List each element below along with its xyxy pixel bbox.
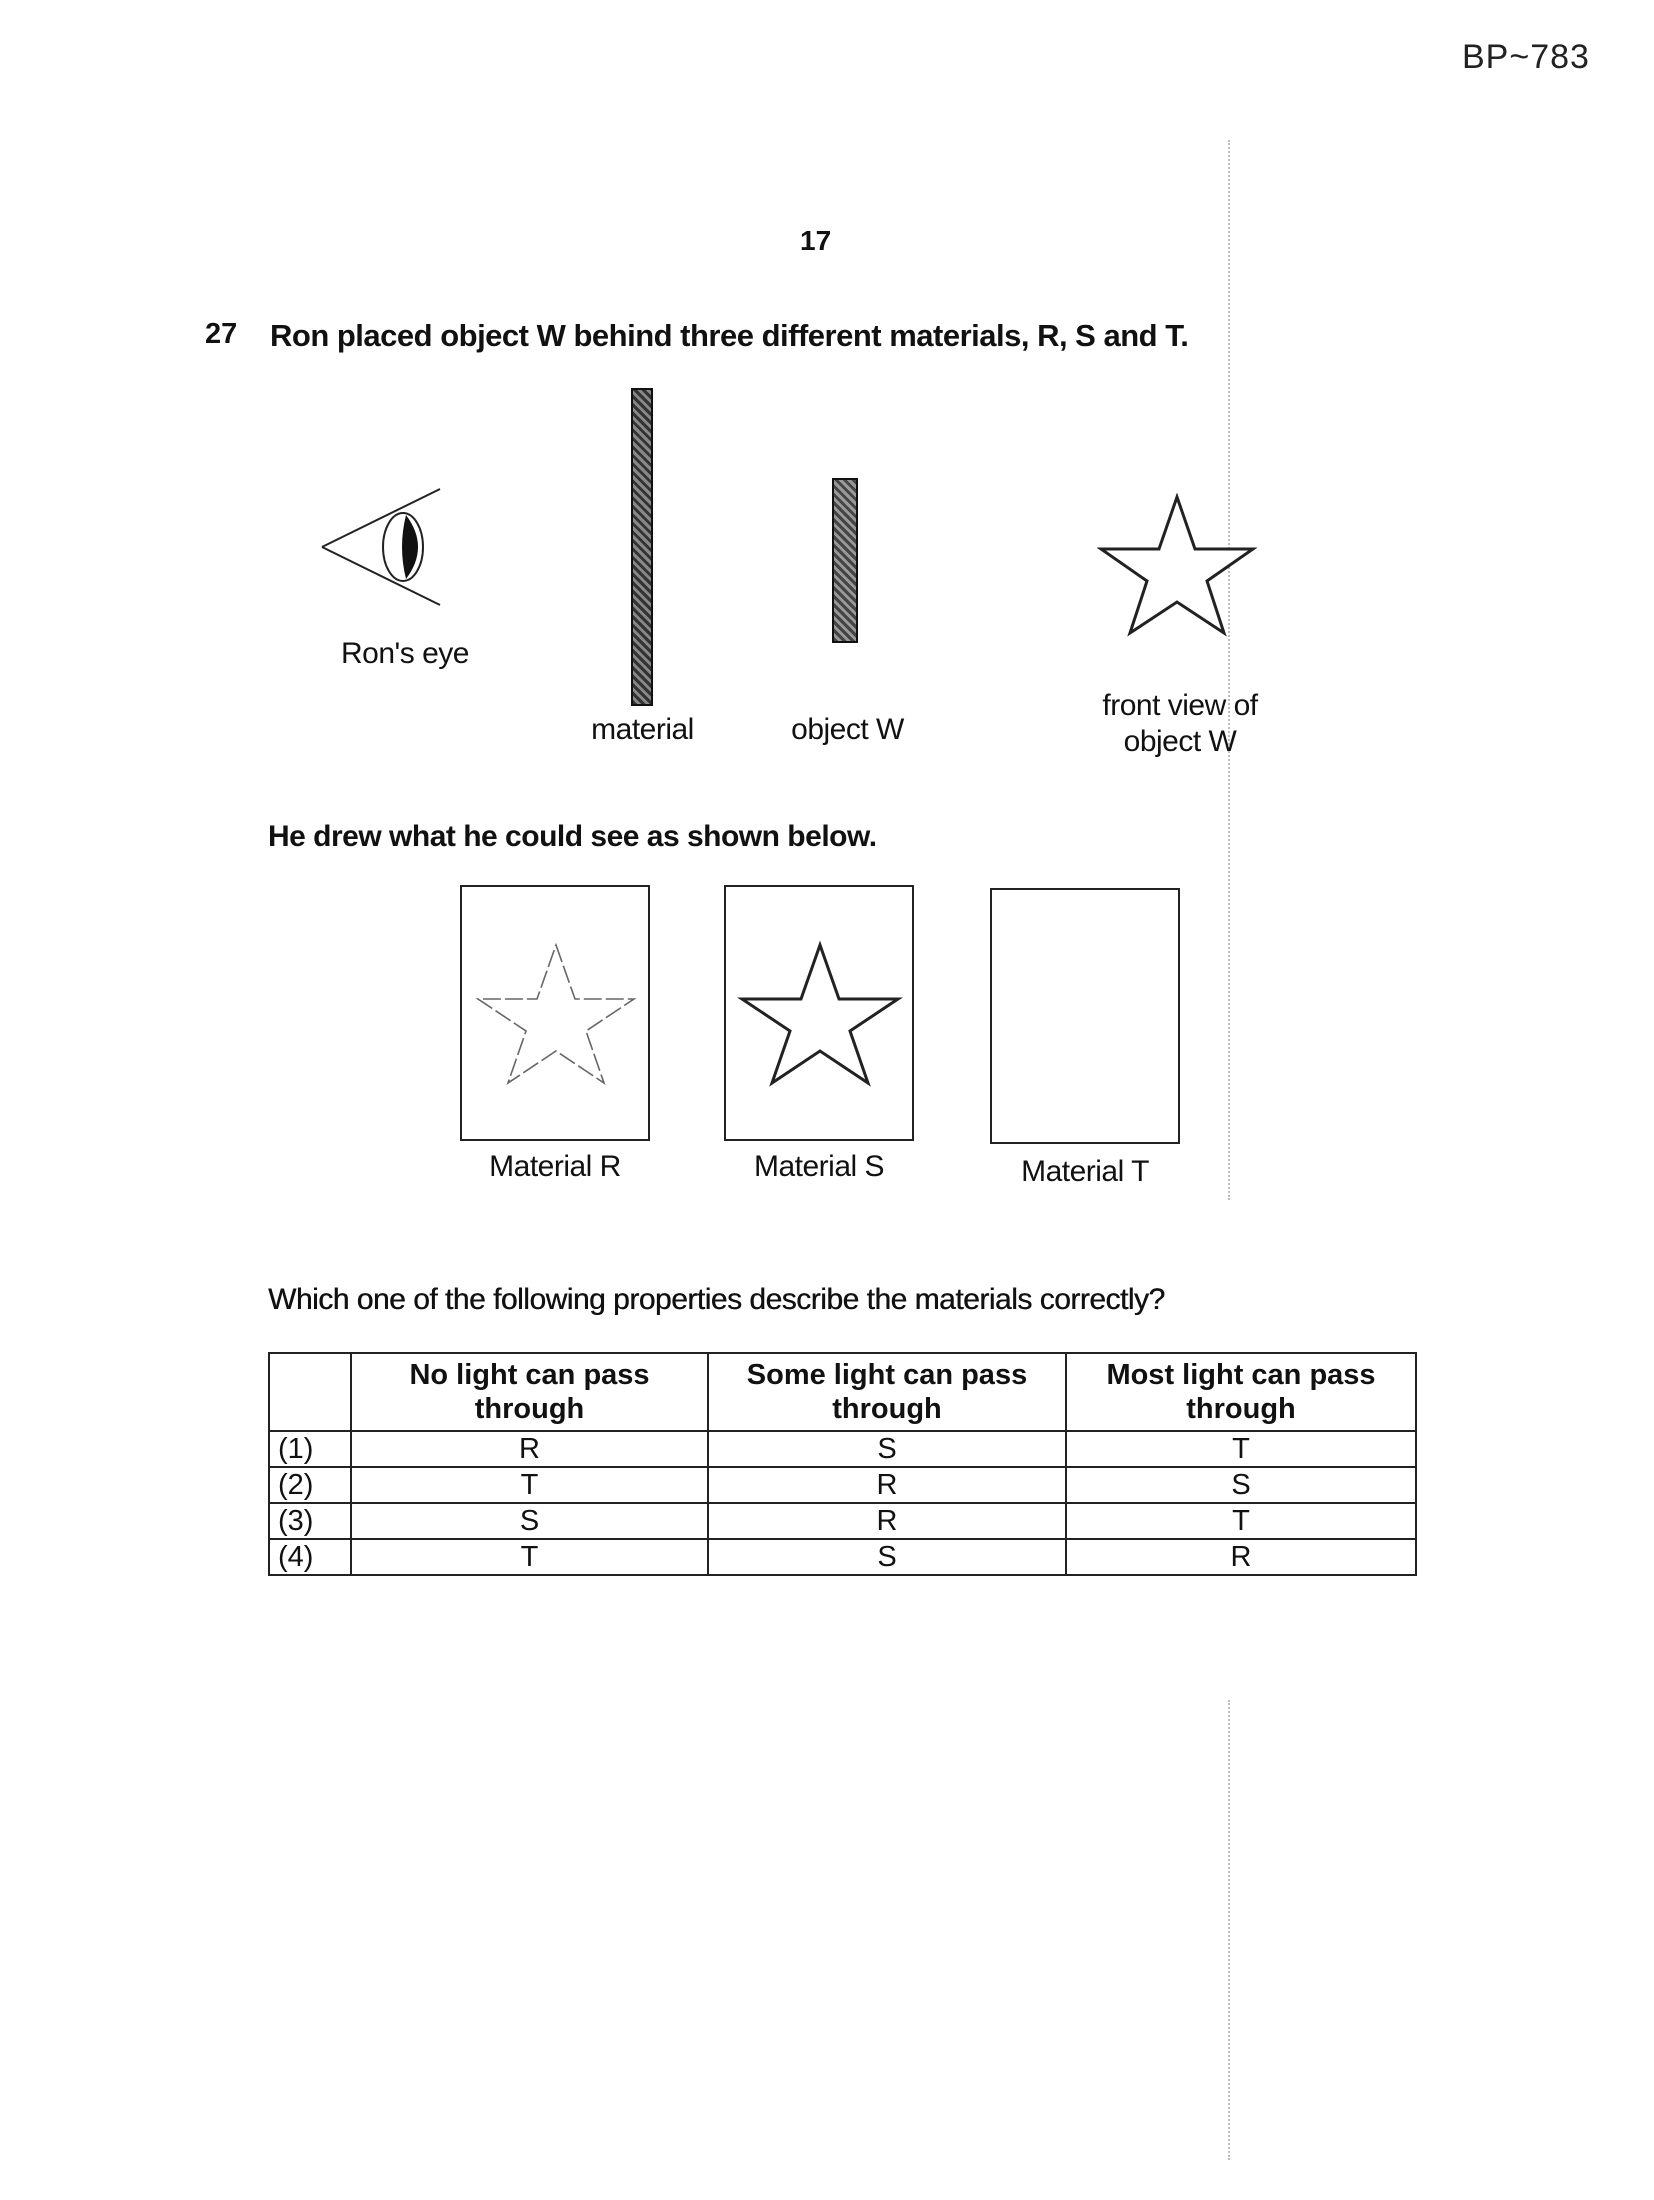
header-some-light-line2: through [832,1393,942,1425]
object-w-block [832,478,858,643]
header-no-light-line1: No light can pass [409,1359,650,1391]
front-view-label-line2: object W [1123,725,1237,758]
header-most-light-line1: Most light can pass [1106,1359,1376,1391]
option-label: (3) [269,1503,351,1539]
page-number: 17 [800,225,832,256]
scan-artifact-line [1228,140,1230,1200]
table-row [269,1539,1416,1575]
header-most-light-line2: through [1186,1393,1296,1425]
table-cell: R [708,1503,1066,1539]
table-cell: S [708,1431,1066,1467]
front-view-label [1080,688,1280,760]
question-prompt: Which one of the following properties describe the materials correctly? [268,1283,1165,1316]
table-cell: T [1066,1503,1416,1539]
table-cell: R [351,1431,708,1467]
header-most-light [1066,1353,1416,1431]
table-cell: T [351,1467,708,1503]
question-text: Ron placed object W behind three different materials, R, S and T. [270,318,1189,353]
table-cell: S [351,1503,708,1539]
material-s-label: Material S [753,1150,885,1183]
option-label: (1) [269,1431,351,1467]
eye-icon [318,485,448,610]
header-some-light-line1: Some light can pass [746,1359,1028,1391]
header-no-light-line2: through [474,1393,585,1425]
table-row [269,1431,1416,1467]
drawing-intro-text: He drew what he could see as shown below. [268,820,877,853]
answer-table [268,1352,1417,1576]
table-cell: S [708,1539,1066,1575]
material-s-frame [724,885,914,1141]
material-t-label: Material T [1021,1155,1149,1188]
table-cell: T [351,1539,708,1575]
material-block [631,388,653,706]
star-icon [1097,493,1257,643]
header-some-light [708,1353,1066,1431]
material-r-label: Material R [489,1150,621,1183]
header-no-light [351,1353,708,1431]
table-cell: R [708,1467,1066,1503]
table-row [269,1503,1416,1539]
clear-star-icon [736,939,904,1089]
header-blank-cell [269,1353,351,1431]
table-cell: S [1066,1467,1416,1503]
document-code: BP~783 [1462,38,1590,76]
faint-star-icon [472,939,640,1089]
table-row [269,1467,1416,1503]
option-label: (2) [269,1467,351,1503]
option-label: (4) [269,1539,351,1575]
table-cell: T [1066,1431,1416,1467]
question-number: 27 [205,318,238,350]
eye-label: Ron's eye [341,637,469,670]
front-view-label-line1: front view of [1102,689,1258,722]
table-header-row [269,1353,1416,1431]
object-w-label: object W [791,713,904,746]
material-t-frame [990,888,1180,1144]
table-cell: R [1066,1539,1416,1575]
material-label: material [591,713,694,746]
scan-artifact-line [1228,1700,1230,2160]
material-r-frame [460,885,650,1141]
